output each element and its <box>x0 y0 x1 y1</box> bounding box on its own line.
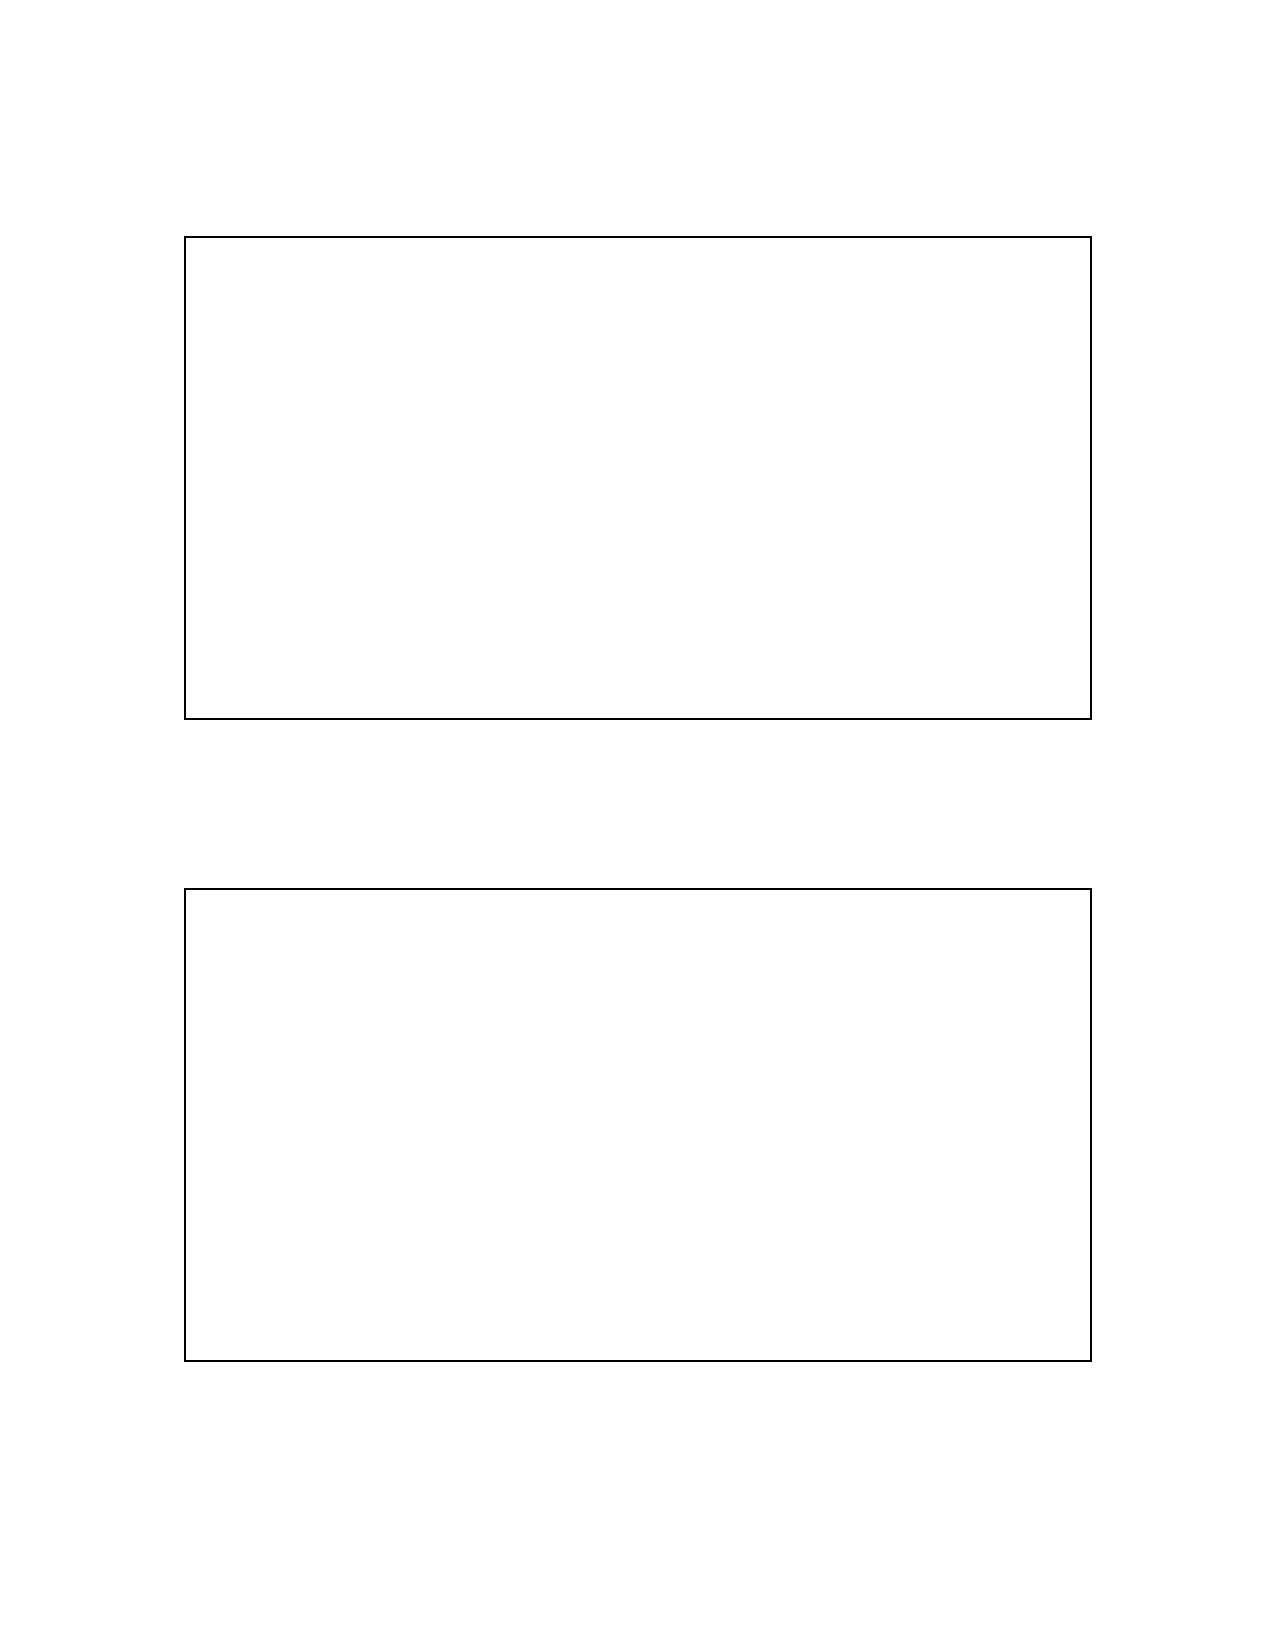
bottom-panel-plot <box>186 890 1090 1360</box>
top-panel-plot <box>186 238 1090 718</box>
bottom-panel-axes <box>184 888 1092 1362</box>
top-panel-axes <box>184 236 1092 720</box>
